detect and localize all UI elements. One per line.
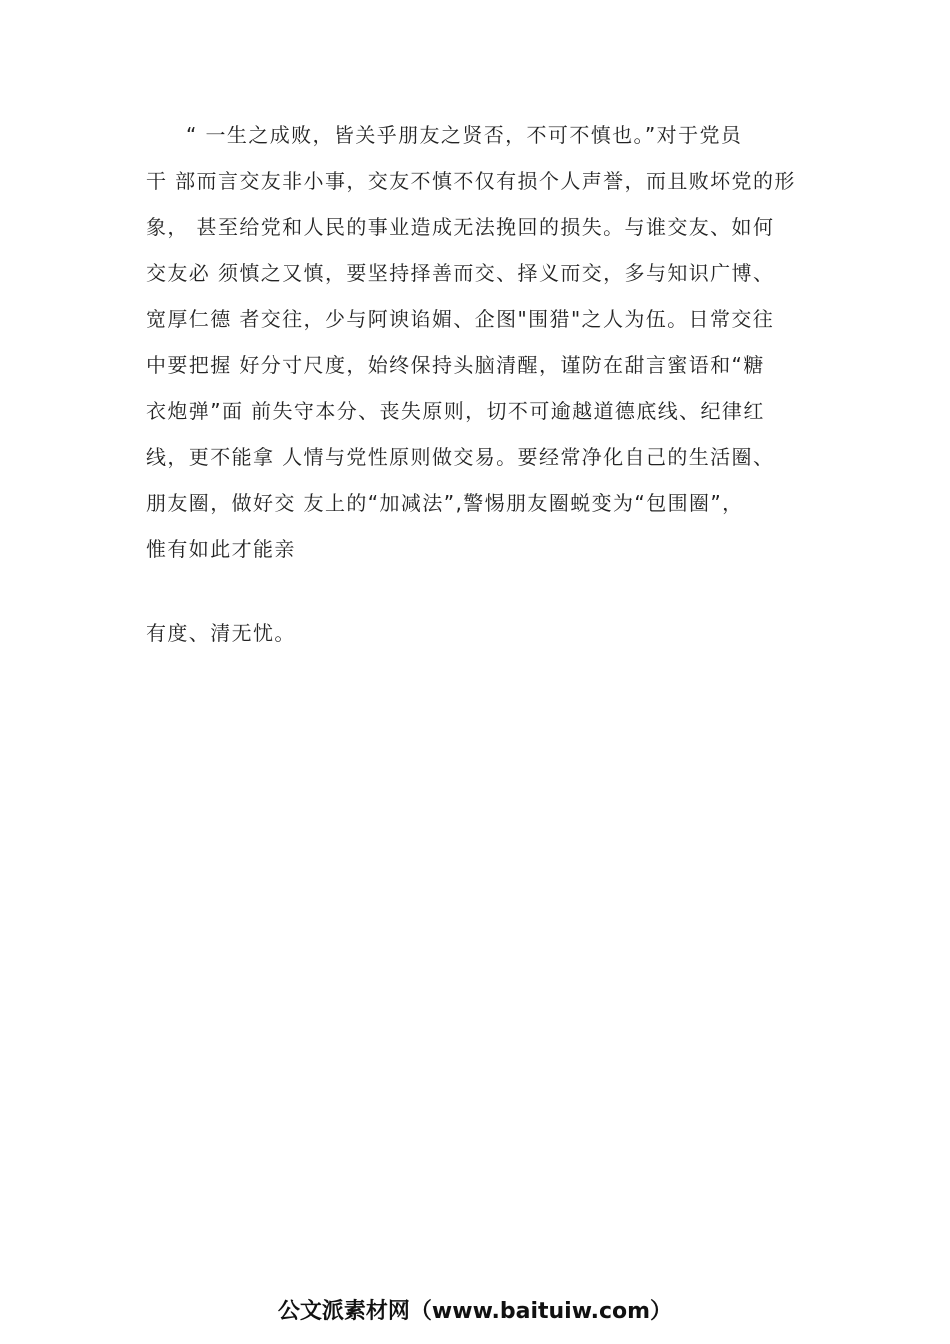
paragraph-gap (146, 572, 816, 610)
paragraph-line: 惟有如此才能亲 (146, 537, 296, 561)
paragraph-line: 象， 甚至给党和人民的事业造成无法挽回的损失。与谁交友、如何 (146, 215, 775, 239)
paragraph-line: 宽厚仁德 者交往，少与阿谀谄媚、企图"围猎"之人为伍。日常交往 (146, 307, 775, 331)
paragraph-line: 衣炮弹”面 前失守本分、丧失原则，切不可逾越道德底线、纪律红 (146, 399, 765, 423)
closing-line: 有度、清无忧。 (146, 621, 296, 645)
footer-watermark: 公文派素材网（www.baituiw.com） (277, 1299, 673, 1324)
paragraph-line: 线，更不能拿 人情与党性原则做交易。要经常净化自己的生活圈、 (146, 445, 775, 469)
paragraph-line: 朋友圈，做好交 友上的“加减法”,警惕朋友圈蜕变为“包围圈”， (146, 491, 744, 515)
paragraph-line: 交友必 须慎之又慎，要坚持择善而交、择义而交，多与知识广博、 (146, 261, 775, 285)
paragraph-line: 干 部而言交友非小事，交友不慎不仅有损个人声誉，而且败坏党的形 (146, 169, 796, 193)
body-paragraph (146, 112, 816, 656)
paragraph-line: “ 一生之成败，皆关乎朋友之贤否，不可不慎也。”对于党员 (186, 123, 743, 147)
paragraph-line: 中要把握 好分寸尺度，始终保持头脑清醒，谨防在甜言蜜语和“糖 (146, 353, 765, 377)
